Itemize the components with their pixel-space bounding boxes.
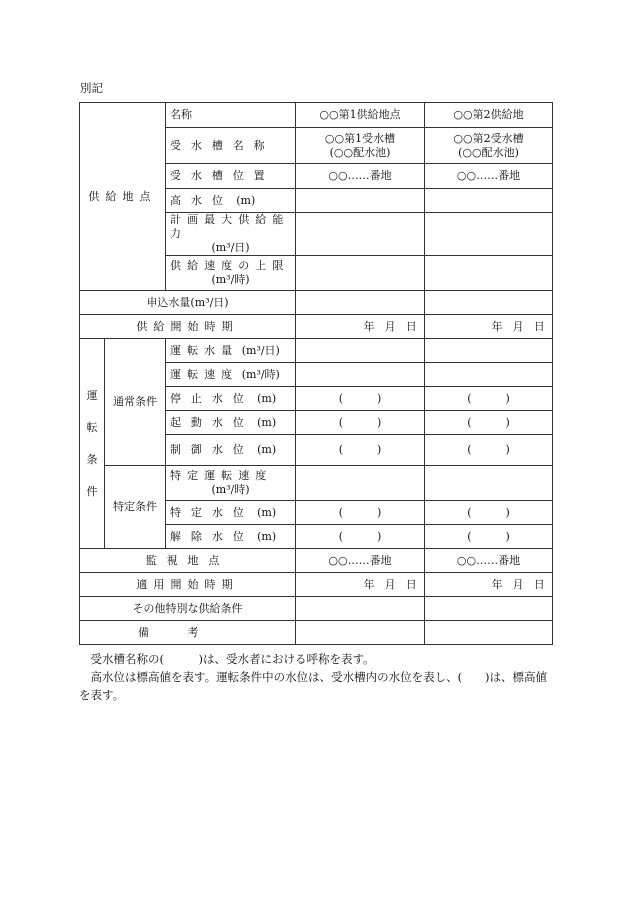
op-speed-value-1 [296, 363, 425, 387]
tank-location-value-1: ○○……番地 [296, 164, 425, 189]
start-level-value-2: ( ) [425, 411, 553, 435]
application-volume-label: 申込水量(m³/日) [80, 291, 296, 315]
section-heading: 別記 [80, 81, 103, 95]
note-2: 高水位は標高値を表す。運転条件中の水位は、受水槽内の水位を表し、( )は、標高値を表す。 [79, 670, 548, 702]
speed-limit-value-1 [296, 256, 425, 291]
remarks-label: 備考 [80, 621, 296, 645]
special-conditions-label: 特定条件 [105, 466, 166, 549]
other-conditions-value-2 [425, 597, 553, 621]
max-capacity-value-1 [296, 213, 425, 256]
name-value-1: ○○第1供給地点 [296, 103, 425, 128]
table-row [80, 597, 553, 621]
application-start-value-2: 年 月 日 [425, 573, 553, 597]
application-start-value-1: 年 月 日 [296, 573, 425, 597]
name-value-2: ○○第2供給地 [425, 103, 553, 128]
operation-conditions-label: 運 転 条 件 [80, 339, 105, 549]
op-volume-label: 運転水量 (m³/日) [166, 339, 296, 363]
op-volume-value-1 [296, 339, 425, 363]
tank-name-value-1: ○○第1受水槽 (○○配水池) [296, 128, 425, 164]
special-speed-value-2 [425, 466, 553, 501]
table-row [80, 103, 553, 128]
special-level-label: 特定水位 (m) [166, 501, 296, 525]
monitoring-point-value-2: ○○……番地 [425, 549, 553, 573]
high-water-value-2 [425, 189, 553, 213]
special-speed-value-1 [296, 466, 425, 501]
stop-level-value-2: ( ) [425, 387, 553, 411]
supply-start-value-1: 年 月 日 [296, 315, 425, 339]
remarks-value-1 [296, 621, 425, 645]
table-row [80, 291, 553, 315]
table-row [80, 549, 553, 573]
note-1: 受水槽名称の( )は、受水者における呼称を表す。 [90, 652, 375, 666]
supply-start-label: 供給開始時期 [80, 315, 296, 339]
high-water-value-1 [296, 189, 425, 213]
control-level-value-2: ( ) [425, 435, 553, 466]
tank-name-label: 受水槽名称 [166, 128, 296, 164]
application-start-label: 適用開始時期 [80, 573, 296, 597]
release-level-label: 解除水位 (m) [166, 525, 296, 549]
supply-point-label: 供給地点 [80, 103, 166, 291]
start-level-label: 起動水位 (m) [166, 411, 296, 435]
special-level-value-2: ( ) [425, 501, 553, 525]
table-row [80, 315, 553, 339]
table-row [80, 339, 553, 363]
other-conditions-label: その他特別な供給条件 [80, 597, 296, 621]
notes [79, 650, 553, 704]
special-level-value-1: ( ) [296, 501, 425, 525]
monitoring-point-label: 監視地点 [80, 549, 296, 573]
tank-name-value-2: ○○第2受水槽 (○○配水池) [425, 128, 553, 164]
control-level-value-1: ( ) [296, 435, 425, 466]
op-speed-label: 運転速度 (m³/時) [166, 363, 296, 387]
speed-limit-label: 供給速度の上限 (m³/時) [166, 256, 296, 291]
application-volume-value-2 [425, 291, 553, 315]
tank-location-value-2: ○○……番地 [425, 164, 553, 189]
tank-location-label: 受水槽位置 [166, 164, 296, 189]
table-row [80, 466, 553, 501]
table-row [80, 621, 553, 645]
op-volume-value-2 [425, 339, 553, 363]
remarks-value-2 [425, 621, 553, 645]
op-speed-value-2 [425, 363, 553, 387]
speed-limit-value-2 [425, 256, 553, 291]
monitoring-point-value-1: ○○……番地 [296, 549, 425, 573]
start-level-value-1: ( ) [296, 411, 425, 435]
name-label: 名称 [166, 103, 296, 128]
high-water-label: 高水位 (m) [166, 189, 296, 213]
normal-conditions-label: 通常条件 [105, 339, 166, 466]
control-level-label: 制御水位 (m) [166, 435, 296, 466]
special-speed-label: 特定運転速度 (m³/時) [166, 466, 296, 501]
stop-level-value-1: ( ) [296, 387, 425, 411]
max-capacity-label: 計画最大供給能力 (m³/日) [166, 213, 296, 256]
supply-conditions-table [79, 102, 553, 645]
release-level-value-2: ( ) [425, 525, 553, 549]
other-conditions-value-1 [296, 597, 425, 621]
table-row [80, 573, 553, 597]
supply-start-value-2: 年 月 日 [425, 315, 553, 339]
release-level-value-1: ( ) [296, 525, 425, 549]
application-volume-value-1 [296, 291, 425, 315]
stop-level-label: 停止水位 (m) [166, 387, 296, 411]
max-capacity-value-2 [425, 213, 553, 256]
